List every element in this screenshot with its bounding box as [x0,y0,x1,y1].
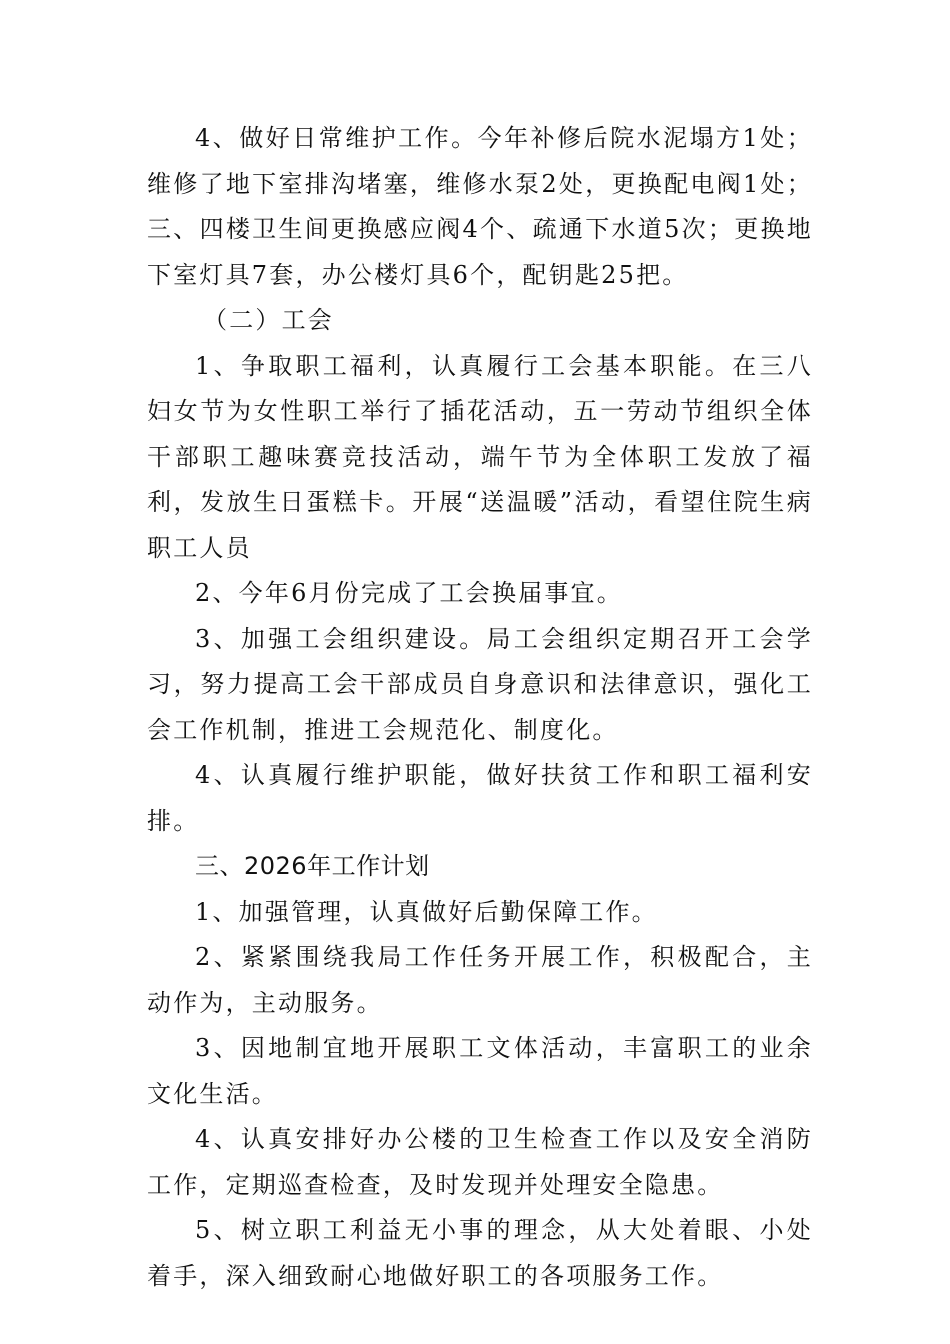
paragraph-plan-2: 2、紧紧围绕我局工作任务开展工作，积极配合，主动作为，主动服务。 [147,943,813,1017]
paragraph-union-welfare: 1、争取职工福利，认真履行工会基本职能。在三八妇女节为女性职工举行了插花活动，五一劳动节组织全体干部职工趣味赛竞技活动，端午节为全体职工发放了福利，发放生日蛋糕卡。开展“送温暖”活动，看望住院生病职工人员 [147,351,813,562]
paragraph-union-election: 2、今年6月份完成了工会换届事宜。 [195,579,623,607]
document-body [147,116,813,1299]
section-heading-plan: 三、2026年工作计划 [195,852,430,880]
paragraph-plan-5: 5、树立职工利益无小事的理念，从大处着眼、小处着手，深入细致耐心地做好职工的各项服务工作。 [147,1216,813,1290]
paragraph-plan-1: 1、加强管理，认真做好后勤保障工作。 [195,897,658,926]
paragraph-union-duty: 4、认真履行维护职能，做好扶贫工作和职工福利安排。 [147,761,813,835]
paragraph-union-organization: 3、加强工会组织建设。局工会组织定期召开工会学习，努力提高工会干部成员自身意识和法律意识，强化工会工作机制，推进工会规范化、制度化。 [147,624,813,744]
paragraph-plan-3: 3、因地制宜地开展职工文体活动，丰富职工的业余文化生活。 [147,1034,813,1108]
section-heading-union: （二）工会 [203,306,334,334]
paragraph-plan-4: 4、认真安排好办公楼的卫生检查工作以及安全消防工作，定期巡查检查，及时发现并处理安全隐患。 [147,1125,813,1199]
paragraph-maintenance: 4、做好日常维护工作。今年补修后院水泥塌方1处；维修了地下室排沟堵塞，维修水泵2处，更换配电阀1处；三、四楼卫生间更换感应阀4个、疏通下水道5次；更换地下室灯具7套，办公楼灯具6个，配钥匙25把。 [147,124,813,289]
